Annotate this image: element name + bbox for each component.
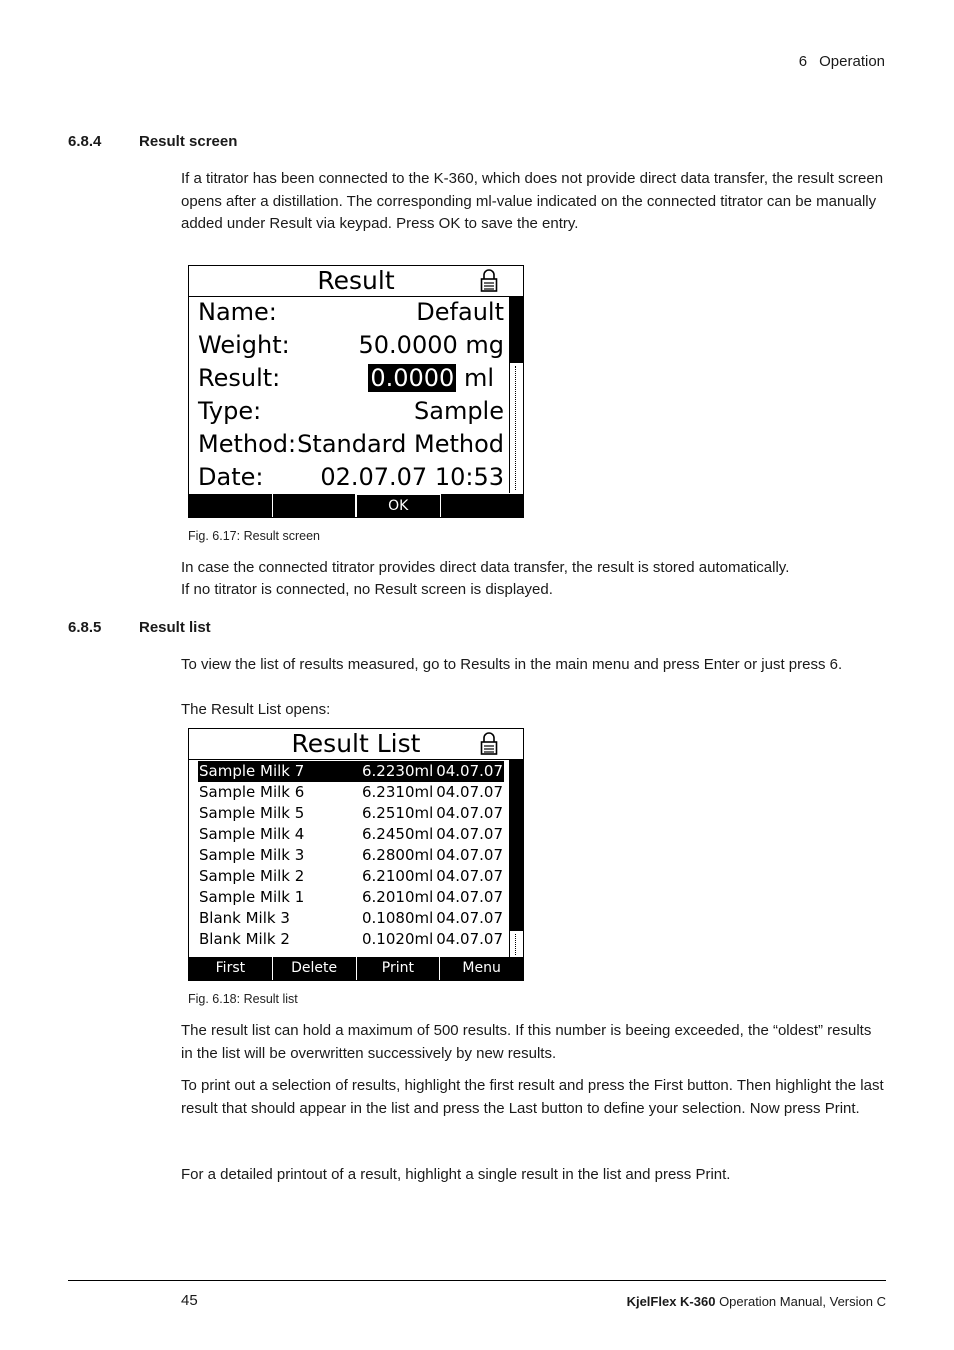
paragraph-detailed-printout: For a detailed printout of a result, highlight a single result in the list and press Print.: [181, 1166, 731, 1183]
softkey-2[interactable]: [273, 494, 357, 517]
print-softkey[interactable]: Print: [357, 957, 441, 980]
chapter-title: Operation: [819, 53, 885, 70]
result-screen-title: Result: [317, 266, 395, 295]
result-row-method: Method: Standard Method: [198, 430, 504, 458]
product-name: KjelFlex K-360: [626, 1294, 716, 1309]
result-row-type: Type: Sample: [198, 397, 504, 425]
running-header: [799, 53, 885, 70]
scrollbar-thumb[interactable]: [510, 759, 523, 931]
list-item[interactable]: Sample Milk 3 6.2800ml 04.07.07: [199, 846, 503, 864]
result-list-title: Result List: [291, 729, 421, 758]
first-softkey[interactable]: First: [189, 957, 273, 980]
result-screen-scrollbar[interactable]: [509, 296, 523, 493]
paragraph-view-results: To view the list of results measured, go to Results in the main menu and press Enter or just press 6.: [181, 656, 843, 673]
list-item[interactable]: Sample Milk 2 6.2100ml 04.07.07: [199, 867, 503, 885]
section-number-684: 6.8.4: [68, 133, 102, 150]
result-row-weight: Weight: 50.0000 mg: [198, 331, 504, 359]
result-screen-softkeys: [189, 494, 523, 517]
chapter-number: 6: [798, 53, 808, 70]
lock-icon: [479, 269, 499, 293]
section-title-685: Result list: [139, 619, 211, 636]
result-screen-display: [188, 265, 524, 518]
ok-softkey[interactable]: OK: [356, 494, 441, 517]
footer-document-title: [627, 1294, 886, 1309]
document-suffix: Operation Manual, Version C: [715, 1294, 886, 1309]
result-row-name: Name: Default: [198, 298, 504, 326]
paragraph-direct-transfer: In case the connected titrator provides direct data transfer, the result is stored automatically.: [181, 559, 790, 576]
page-number: 45: [181, 1292, 198, 1309]
figure-caption-617: Fig. 6.17: Result screen: [188, 529, 321, 543]
result-input-field[interactable]: 0.0000: [370, 364, 455, 392]
list-item[interactable]: Sample Milk 1 6.2010ml 04.07.07: [199, 888, 503, 906]
result-row-result: Result: 0.0000 ml: [198, 364, 494, 392]
result-list-display: [188, 728, 524, 981]
paragraph-result-screen-intro: If a titrator has been connected to the K-360, which does not provide direct data transfer, the result screen opens after a distillation. The corresponding ml-value indicated on the connected titrator can be manually added under Result via keypad. Press OK to save the entry.: [181, 170, 884, 232]
paragraph-print-selection: To print out a selection of results, highlight the first result and press the First button. Then highlight the last result that should appear in the list and press the Last button to define your selection. Now press Print.: [181, 1077, 884, 1117]
delete-softkey[interactable]: Delete: [273, 957, 357, 980]
softkey-1[interactable]: [189, 494, 273, 517]
list-item-selected[interactable]: Sample Milk 7 6.2230ml 04.07.07: [199, 762, 503, 780]
list-item[interactable]: Sample Milk 4 6.2450ml 04.07.07: [199, 825, 503, 843]
softkey-4[interactable]: [441, 494, 524, 517]
lock-icon: [479, 732, 499, 756]
paragraph-no-titrator: If no titrator is connected, no Result screen is displayed.: [181, 581, 553, 598]
footer-divider: [68, 1280, 886, 1281]
result-row-date: Date: 02.07.07 10:53: [198, 463, 504, 491]
list-item[interactable]: Sample Milk 6 6.2310ml 04.07.07: [199, 783, 503, 801]
menu-softkey[interactable]: Menu: [462, 960, 501, 976]
list-item[interactable]: Blank Milk 3 0.1080ml 04.07.07: [199, 909, 503, 927]
section-title-684: Result screen: [139, 133, 238, 150]
result-list-scrollbar[interactable]: [509, 759, 523, 958]
scrollbar-thumb[interactable]: [510, 296, 523, 363]
result-unit: ml: [463, 364, 494, 392]
list-item[interactable]: Sample Milk 5 6.2510ml 04.07.07: [199, 804, 503, 822]
figure-caption-618: Fig. 6.18: Result list: [188, 992, 298, 1006]
result-list-softkeys: [189, 957, 523, 980]
paragraph-max-results: The result list can hold a maximum of 500 results. If this number is beeing exceeded, the “oldest” results in the list will be overwritten successively by new results.: [181, 1022, 872, 1062]
list-item[interactable]: Blank Milk 2 0.1020ml 04.07.07: [199, 930, 503, 948]
paragraph-list-opens: The Result List opens:: [181, 701, 331, 718]
section-number-685: 6.8.5: [68, 619, 102, 636]
